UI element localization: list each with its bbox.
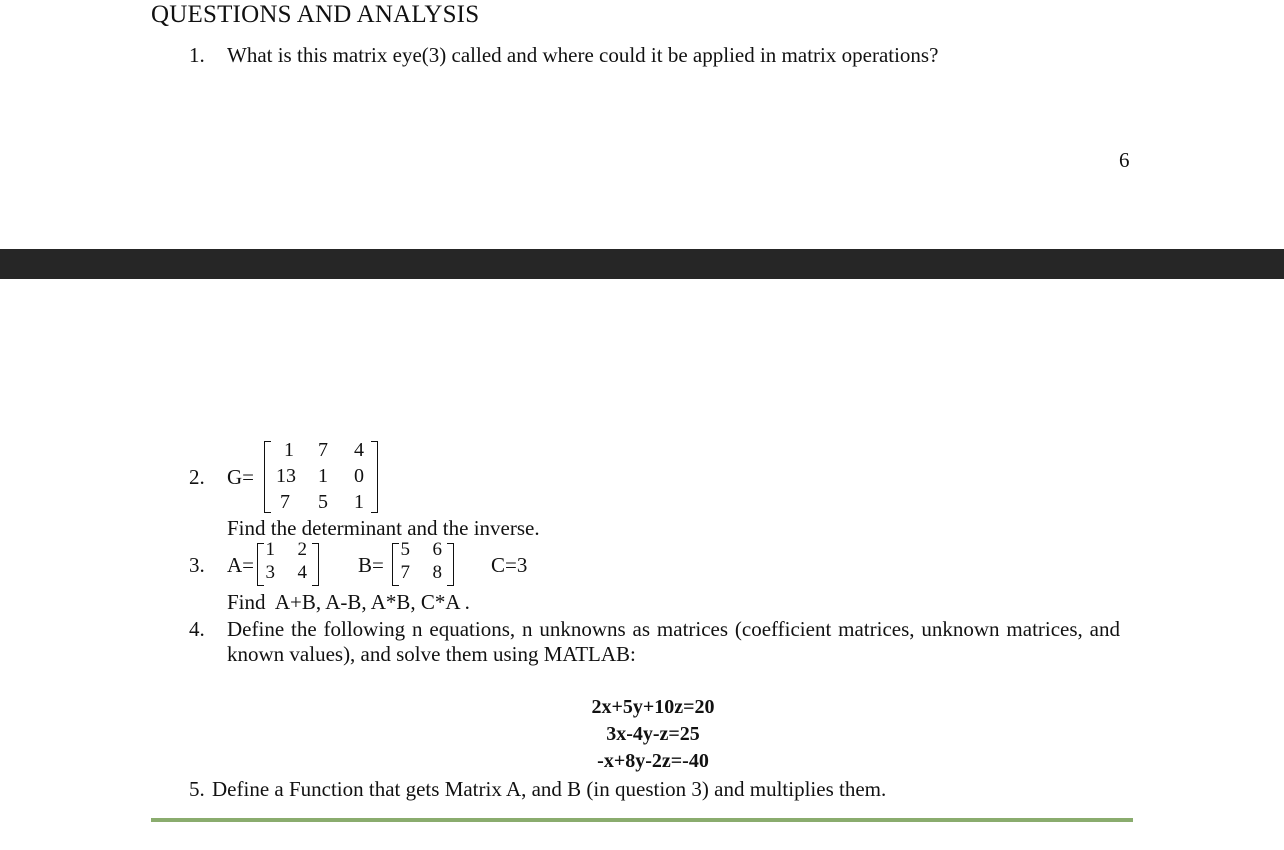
matrix-g-cell: 1	[318, 465, 328, 487]
q2-task: Find the determinant and the inverse.	[227, 516, 540, 540]
matrix-g-cell: 4	[354, 439, 364, 461]
q3-scalar-c: C=3	[491, 553, 528, 577]
matrix-g-cell: 0	[354, 465, 364, 487]
section-title: QUESTIONS AND ANALYSIS	[151, 1, 480, 28]
matrix-b-cell: 7	[400, 562, 410, 583]
matrix-a	[257, 539, 319, 586]
matrix-b-cell: 6	[432, 539, 442, 560]
page-divider-bar	[0, 249, 1284, 279]
q2-matrix-label: G=	[227, 465, 255, 489]
q5-number: 5.	[189, 777, 205, 801]
page-number: 6	[1119, 148, 1130, 172]
q3-b-label: B=	[358, 553, 384, 577]
q5-text: Define a Function that gets Matrix A, and B (in question 3) and multiplies them.	[212, 777, 887, 801]
q3-task: Find A+B, A-B, A*B, C*A .	[227, 590, 470, 614]
equation-3: -x+8y-2z=-40	[597, 750, 709, 772]
matrix-g-cell: 1	[284, 439, 294, 461]
matrix-g-cell: 13	[276, 465, 296, 487]
equation-2: 3x-4y-z=25	[606, 723, 700, 745]
matrix-b	[392, 539, 454, 586]
q1-number: 1.	[189, 43, 205, 67]
q4-text: Define the following n equations, n unknowns as matrices (coefficient matrices, unknown matrices, and known values), and solve them using MATLAB:	[227, 617, 1120, 666]
equation-1: 2x+5y+10z=20	[591, 696, 715, 718]
matrix-g-cell: 7	[280, 491, 290, 513]
q4-number: 4.	[189, 617, 205, 641]
footer-rule	[151, 818, 1133, 822]
matrix-b-cell: 5	[400, 539, 410, 560]
matrix-b-cell: 8	[432, 562, 442, 583]
matrix-a-cell: 1	[265, 539, 275, 560]
matrix-a-cell: 2	[297, 539, 307, 560]
q3-a-label: A=	[227, 553, 255, 577]
matrix-g	[264, 441, 378, 513]
matrix-a-cell: 3	[265, 562, 275, 583]
q1-text: What is this matrix eye(3) called and where could it be applied in matrix operations?	[227, 43, 939, 67]
q3-number: 3.	[189, 553, 205, 577]
matrix-g-cell: 5	[318, 491, 328, 513]
matrix-a-cell: 4	[297, 562, 307, 583]
matrix-g-cell: 1	[354, 491, 364, 513]
q2-number: 2.	[189, 465, 205, 489]
matrix-g-cell: 7	[318, 439, 328, 461]
